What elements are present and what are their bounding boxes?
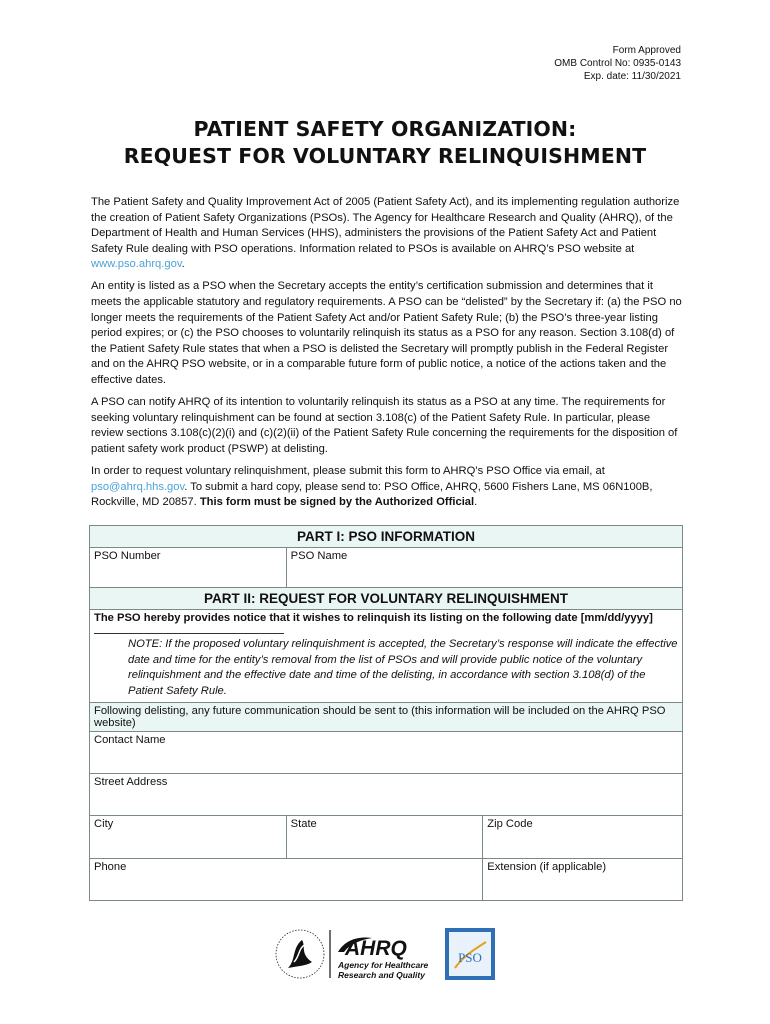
relinquish-note: NOTE: If the proposed voluntary relinquishment is accepted, the Secretary’s response will indicate the effective date and time for the entity’s removal from the list of PSOs and will provide public notice of the voluntary relinquishment and the effective date and time of the delisting, in accordance with section 3.108(d) of the Patient Safety Rule. bbox=[128, 638, 678, 697]
paragraph-3: A PSO can notify AHRQ of its intention to voluntarily relinquish its status as a PSO at any time. The requirements for seeking voluntary relinquishment can be found at section 3.108(c) of the Patient Safety Rule. In particular, please review sections 3.108(c)(2)(i) and (c)(2)(ii) of the Patient Safety Rule concerning the requirements for the disposition of patient safety work product (PSWP) at delisting. bbox=[91, 396, 678, 455]
state-field[interactable] bbox=[286, 816, 483, 859]
state-label: State bbox=[290, 818, 317, 831]
pso-name-field[interactable] bbox=[286, 548, 682, 588]
street-address-field[interactable] bbox=[90, 774, 683, 816]
paragraph-4 bbox=[91, 464, 683, 511]
hhs-seal-icon bbox=[276, 930, 324, 978]
omb-control-number: OMB Control No: 0935-0143 bbox=[554, 58, 681, 69]
ahrq-tagline-1: Agency for Healthcare bbox=[338, 960, 429, 970]
paragraph-2: An entity is listed as a PSO when the Secretary accepts the entity’s certification submission and determines that it meets the applicable statutory and regulatory requirements. A PSO can be “delisted” by the Secretary if: (a) the PSO no longer meets the requirements of the Patient Safety Act and/or Patient Safety Rule; (b) the PSO’s three-year listing period expires; or (c) the PSO chooses to voluntarily relinquish its status as a PSO for any reason. Section 3.108(d) of the Patient Safety Rule states that when a PSO is delisted the Secretary will promptly publish in the Federal Register and on the AHRQ PSO website, or in a comparable future form of public notice, a notice of the actions taken and the effective dates. bbox=[91, 280, 682, 387]
pso-number-label: PSO Number bbox=[94, 550, 161, 562]
signature-requirement: This form must be signed by the Authorized Official bbox=[199, 496, 475, 509]
pso-badge-text: PSO bbox=[458, 950, 482, 965]
ahrq-logo bbox=[337, 937, 428, 980]
page-title bbox=[0, 116, 770, 170]
zip-label: Zip Code bbox=[487, 818, 533, 831]
relinquishment-form bbox=[89, 525, 683, 901]
extension-field[interactable] bbox=[483, 859, 683, 901]
city-field[interactable] bbox=[90, 816, 287, 859]
contact-name-label: Contact Name bbox=[94, 734, 166, 747]
relinquish-notice bbox=[94, 612, 678, 637]
street-address-label: Street Address bbox=[94, 776, 168, 789]
phone-label: Phone bbox=[94, 861, 127, 874]
date-entry-line[interactable] bbox=[94, 624, 284, 634]
extension-label: Extension (if applicable) bbox=[487, 861, 607, 874]
paragraph-4-end: . bbox=[474, 496, 478, 509]
following-delisting-text: Following delisting, any future communication should be sent to (this information will be included on the AHRQ PSO website) bbox=[90, 703, 683, 732]
ahrq-wordmark: AHRQ bbox=[345, 937, 407, 960]
part-1-header: PART I: PSO INFORMATION bbox=[90, 526, 683, 548]
paragraph-1 bbox=[91, 195, 683, 273]
title-line-2: REQUEST FOR VOLUNTARY RELINQUISHMENT bbox=[123, 144, 647, 168]
zip-field[interactable] bbox=[483, 816, 683, 859]
phone-field[interactable] bbox=[90, 859, 483, 901]
city-label: City bbox=[94, 818, 114, 831]
pso-badge-icon bbox=[445, 928, 495, 980]
pso-email-link[interactable]: pso@ahrq.hhs.gov bbox=[91, 480, 185, 493]
relinquish-date-field[interactable] bbox=[90, 610, 683, 703]
intro-text bbox=[91, 195, 683, 517]
paragraph-4-mid: . To submit a hard copy, please send to: PSO Office, AHRQ, 5600 Fishers Lane, MS 06N100B, Rockville, MD 20857. bbox=[91, 480, 653, 509]
part-2-header: PART II: REQUEST FOR VOLUNTARY RELINQUISHMENT bbox=[90, 588, 683, 610]
relinquish-notice-text: The PSO hereby provides notice that it wishes to relinquish its listing on the following date [mm/dd/yyyy] bbox=[94, 612, 653, 624]
form-approved: Form Approved bbox=[612, 45, 681, 56]
pso-number-field[interactable] bbox=[90, 548, 287, 588]
paragraph-1-text: The Patient Safety and Quality Improvement Act of 2005 (Patient Safety Act), and its implementing regulation authorize the creation of Patient Safety Organizations (PSOs). The Agency for Healthcare Research and Quality (AHRQ), of the Department of Health and Human Services (HHS), administers the provisions of the Patient Safety Act and Patient Safety Rule dealing with PSO operations. Information related to PSOs is available on AHRQ’s PSO website at bbox=[91, 196, 680, 255]
title-line-1: PATIENT SAFETY ORGANIZATION: bbox=[193, 117, 577, 141]
paragraph-1-end: . bbox=[181, 258, 185, 271]
footer-logos bbox=[0, 922, 770, 982]
omb-block bbox=[554, 44, 681, 83]
pso-name-label: PSO Name bbox=[290, 550, 348, 562]
paragraph-4-start: In order to request voluntary relinquishment, please submit this form to AHRQ’s PSO Office via email, at bbox=[91, 465, 605, 477]
ahrq-tagline-2: Research and Quality bbox=[338, 970, 425, 980]
contact-name-field[interactable] bbox=[90, 732, 683, 774]
expiration-date: Exp. date: 11/30/2021 bbox=[583, 71, 681, 82]
pso-website-link[interactable]: www.pso.ahrq.gov bbox=[91, 258, 182, 271]
